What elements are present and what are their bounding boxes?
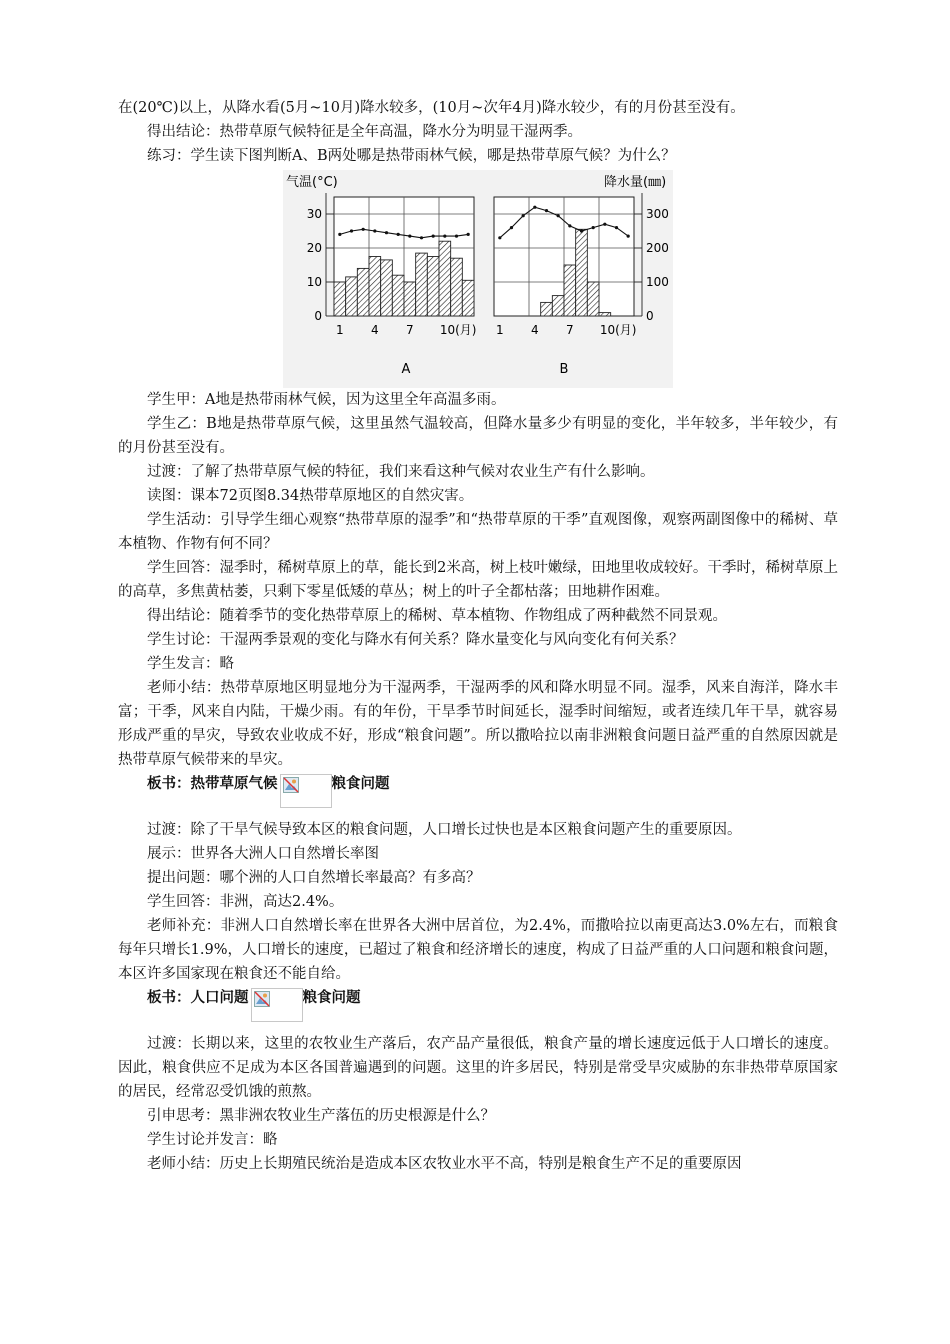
paragraph: 得出结论：随着季节的变化热带草原上的稀树、草本植物、作物组成了两种截然不同景观。	[147, 608, 727, 624]
temperature-point	[615, 226, 618, 229]
temperature-point	[443, 235, 446, 238]
temperature-point	[498, 236, 501, 239]
temperature-point	[455, 235, 458, 238]
paragraph: 老师补充：非洲人口自然增长率在世界各大洲中居首位，为2.4%，而撒哈拉以南更高达3.0%左右，而粮食每年只增长1.9%，人口增长的速度，已超过了粮食和经济增长的速度，构成了日益严重的人口问题和粮食问题，本区许多国家现在粮食还不能自给。	[118, 918, 838, 982]
precipitation-bar	[334, 282, 346, 316]
paragraph: 练习：学生读下图判断A、B两处哪是热带雨林气候，哪是热带草原气候？为什么？	[147, 148, 676, 164]
blackboard-note-label: 板书：热带草原气候	[147, 775, 278, 792]
y-tick-label: 100	[646, 275, 669, 289]
precipitation-bar	[392, 275, 404, 316]
x-tick-label: 10(月)	[439, 323, 477, 337]
climate-chart-figure	[118, 170, 838, 388]
precipitation-bar	[541, 302, 553, 316]
paragraph: 引申思考：黑非洲农牧业生产落伍的历史根源是什么？	[147, 1108, 495, 1124]
temperature-point	[373, 229, 376, 232]
y-tick-label: 0	[314, 309, 322, 323]
x-tick-label: 4	[371, 323, 379, 337]
x-tick-label: 4	[531, 323, 539, 337]
paragraph: 学生讨论：干湿两季景观的变化与降水有何关系？降水量变化与风向变化有何关系？	[147, 632, 684, 648]
paragraph: 过渡：了解了热带草原气候的特征，我们来看这种气候对农业生产有什么影响。	[147, 464, 655, 480]
temperature-point	[397, 233, 400, 236]
temperature-point	[338, 233, 341, 236]
temperature-point	[533, 206, 536, 209]
temperature-point	[557, 214, 560, 217]
precipitation-bar	[462, 280, 474, 316]
y-tick-label: 200	[646, 241, 669, 255]
temperature-point	[420, 236, 423, 239]
paragraph: 提出问题：哪个洲的人口自然增长率最高？有多高？	[147, 870, 481, 886]
x-tick-label: 10(月)	[599, 323, 637, 337]
temperature-point	[627, 235, 630, 238]
paragraph: 学生活动：引导学生细心观察“热带草原的湿季”和“热带草原的干季”直观图像，观察两副图像中的稀树、草本植物、作物有何不同？	[118, 512, 838, 552]
paragraph: 学生回答：湿季时，稀树草原上的草，能长到2米高，树上枝叶嫩绿，田地里收成较好。干季时，稀树草原上的高草，多焦黄枯萎，只剩下零星低矮的草丛；树上的叶子全都枯落；田地耕作困难。	[118, 560, 838, 600]
precipitation-bar	[381, 260, 393, 316]
y-tick-label: 20	[306, 241, 322, 255]
image-placeholder-icon	[251, 988, 303, 1022]
precipitation-bar	[587, 282, 599, 316]
precipitation-bar	[404, 282, 416, 316]
temperature-point	[362, 228, 365, 231]
precipitation-bar	[599, 313, 611, 316]
temperature-point	[603, 223, 606, 226]
precipitation-bar	[552, 296, 564, 316]
temperature-point	[385, 231, 388, 234]
temperature-point	[510, 226, 513, 229]
blackboard-note-target: 粮食问题	[331, 775, 390, 792]
temperature-point	[580, 229, 583, 232]
precipitation-bar	[576, 229, 588, 316]
precipitation-bar	[451, 258, 463, 316]
precipitation-bar	[346, 277, 358, 316]
paragraph: 展示：世界各大洲人口自然增长率图	[147, 846, 379, 862]
temperature-point	[545, 209, 548, 212]
blackboard-note-2	[118, 986, 838, 1032]
paragraph: 学生乙：B地是热带草原气候，这里虽然气温较高，但降水量多少有明显的变化，半年较多，半年较少，有的月份甚至没有。	[118, 416, 838, 456]
precipitation-bar	[439, 241, 451, 316]
paragraph: 过渡：除了干旱气候导致本区的粮食问题，人口增长过快也是本区粮食问题产生的重要原因。	[147, 822, 742, 838]
precipitation-bar	[564, 265, 576, 316]
right-axis-title: 降水量(㎜)	[604, 175, 667, 190]
paragraph: 学生甲：A地是热带雨林气候，因为这里全年高温多雨。	[147, 392, 506, 408]
paragraph: 老师小结：热带草原地区明显地分为干湿两季，干湿两季的风和降水明显不同。湿季，风来自海洋，降水丰富；干季，风来自内陆，干燥少雨。有的年份，干旱季节时间延长，湿季时间缩短，或者连续几年干旱，就容易形成严重的旱灾，导致农业收成不好，形成“粮食问题”。所以撒哈拉以南非洲粮食问题日益严重的自然原因就是热带草原气候带来的旱灾。	[118, 680, 838, 768]
temperature-point	[568, 224, 571, 227]
blackboard-note-label: 板书：人口问题	[147, 989, 249, 1006]
paragraph: 过渡：长期以来，这里的农牧业生产落后，农产品产量很低，粮食产量的增长速度远低于人口增长的速度。因此，粮食供应不足成为本区各国普遍遇到的问题。这里的许多居民，特别是常受旱灾威胁的东非热带草原国家的居民，经常忍受饥饿的煎熬。	[118, 1036, 838, 1100]
climate-chart	[118, 170, 838, 388]
y-tick-label: 10	[306, 275, 322, 289]
paragraph: 学生发言：略	[147, 656, 234, 672]
paragraph: 读图：课本72页图8.34热带草原地区的自然灾害。	[147, 488, 474, 504]
temperature-point	[432, 235, 435, 238]
precipitation-bar	[427, 257, 439, 317]
panel-label-a: A	[401, 362, 411, 377]
precipitation-bar	[416, 253, 428, 316]
temperature-point	[522, 214, 525, 217]
paragraph: 学生讨论并发言：略	[147, 1132, 278, 1148]
y-tick-label: 300	[646, 207, 669, 221]
precipitation-bar	[357, 268, 369, 316]
precipitation-bar	[369, 257, 381, 317]
x-tick-label: 7	[406, 323, 414, 337]
left-axis-title: 气温(°C)	[286, 175, 338, 190]
y-tick-label: 0	[646, 309, 654, 323]
temperature-point	[467, 233, 470, 236]
y-tick-label: 30	[306, 207, 322, 221]
x-tick-label: 1	[496, 323, 504, 337]
temperature-point	[592, 226, 595, 229]
blackboard-note-1	[118, 772, 838, 818]
blackboard-note-target: 粮食问题	[302, 989, 361, 1006]
x-tick-label: 1	[336, 323, 344, 337]
temperature-point	[408, 235, 411, 238]
document-page	[118, 96, 838, 1176]
image-placeholder-icon	[280, 774, 332, 808]
paragraph: 得出结论：热带草原气候特征是全年高温，降水分为明显干湿两季。	[147, 124, 582, 140]
panel-label-b: B	[559, 362, 569, 377]
temperature-point	[350, 229, 353, 232]
x-tick-label: 7	[566, 323, 574, 337]
paragraph: 在(20℃)以上，从降水看(5月~10月)降水较多，(10月~次年4月)降水较少，有的月份甚至没有。	[118, 100, 745, 116]
paragraph: 学生回答：非洲，高达2.4%。	[147, 894, 344, 910]
paragraph: 老师小结：历史上长期殖民统治是造成本区农牧业水平不高，特别是粮食生产不足的重要原因	[147, 1156, 742, 1172]
